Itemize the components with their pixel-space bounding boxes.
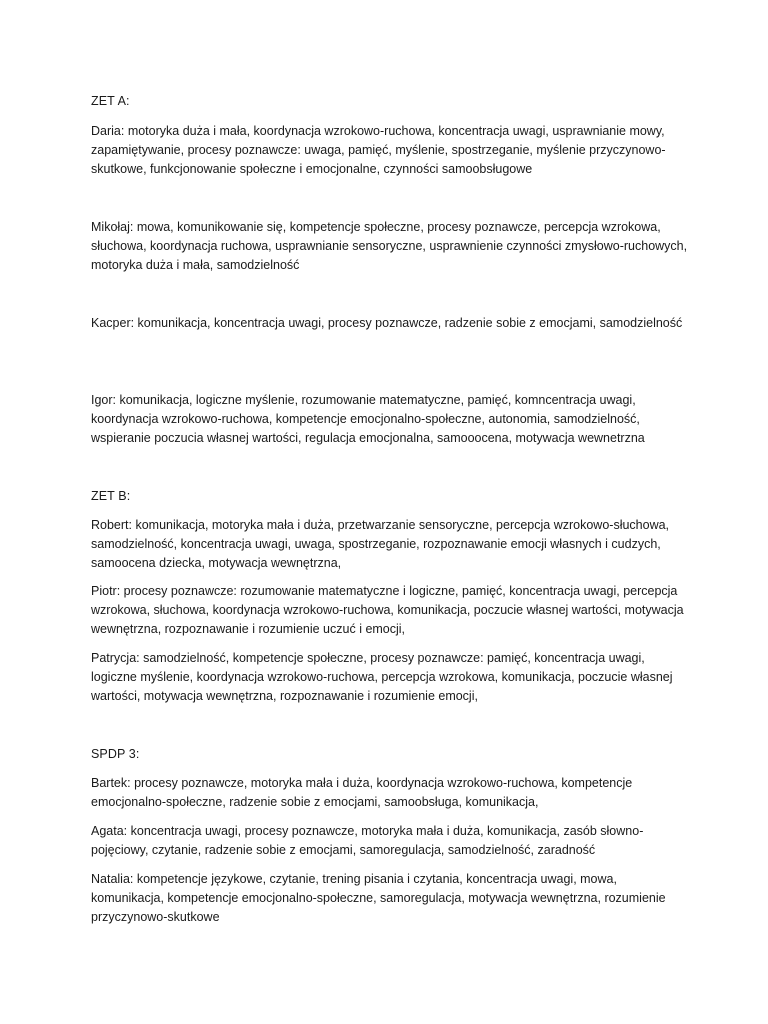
entry-agata: Agata: koncentracja uwagi, procesy poznawcze, motoryka mała i duża, komunikacja, zasób słowno-pojęciowy, czytanie, radzenie sobie z emocjami, samoregulacja, samodzielność, zaradność [91, 824, 644, 857]
section-heading-zet-b: ZET B: [91, 489, 131, 503]
section-heading-zet-a: ZET A: [91, 94, 130, 108]
entry-bartek: Bartek: procesy poznawcze, motoryka mała i duża, koordynacja wzrokowo-ruchowa, kompetencje emocjonalno-społeczne, radzenie sobie z emocjami, samoobsługa, komunikacja, [91, 776, 633, 809]
entry-igor: Igor: komunikacja, logiczne myślenie, rozumowanie matematyczne, pamięć, komncentracja uwagi, koordynacja wzrokowo-ruchowa, kompetencje emocjonalno-społeczne, autonomia, samodzielność, wspieranie poczucia własnej wartości, regulacja emocjonalna, samooocena, motywacja wewnetrzna [91, 393, 645, 445]
entry-robert: Robert: komunikacja, motoryka mała i duża, przetwarzanie sensoryczne, percepcja wzrokowo-słuchowa, samodzielność, koncentracja uwagi, uwaga, spostrzeganie, rozpoznawanie emocji własnych i cudzych, samoocena dziecka, motywacja wewnętrzna, [91, 518, 670, 570]
entry-piotr: Piotr: procesy poznawcze: rozumowanie matematyczne i logiczne, pamięć, koncentracja uwagi, percepcja wzrokowa, słuchowa, koordynacja wzrokowo-ruchowa, komunikacja, poczucie własnej wartości, motywacja wewnętrzna, rozpoznawanie i rozumienie uczuć i emocji, [91, 584, 684, 636]
entry-daria: Daria: motoryka duża i mała, koordynacja wzrokowo-ruchowa, koncentracja uwagi, usprawnianie mowy, zapamiętywanie, procesy poznawcze: uwaga, pamięć, myślenie, spostrzeganie, myślenie przyczynowo-skutkowe, funkcjonowanie społeczne i emocjonalne, czynności samoobsługowe [91, 124, 666, 176]
entry-natalia: Natalia: kompetencje językowe, czytanie, trening pisania i czytania, koncentracja uwagi, mowa, komunikacja, kompetencje emocjonalno-społeczne, samoregulacja, motywacja wewnętrzna, rozumienie przyczynowo-skutkowe [91, 872, 666, 924]
section-heading-spdp-3: SPDP 3: [91, 747, 140, 761]
entry-patrycja: Patrycja: samodzielność, kompetencje społeczne, procesy poznawcze: pamięć, koncentracja uwagi, logiczne myślenie, koordynacja wzrokowo-ruchowa, percepcja wzrokowa, komunikacja, poczucie własnej wartości, motywacja wewnętrzna, rozpoznawanie i rozumienie emocji, [91, 651, 673, 703]
entry-mikolaj: Mikołaj: mowa, komunikowanie się, kompetencje społeczne, procesy poznawcze, percepcja wzrokowa, słuchowa, koordynacja ruchowa, usprawnianie sensoryczne, usprawnienie czynności zmysłowo-ruchowych, motoryka duża i mała, samodzielność [91, 220, 688, 272]
entry-kacper: Kacper: komunikacja, koncentracja uwagi, procesy poznawcze, radzenie sobie z emocjami, samodzielność [91, 316, 683, 330]
